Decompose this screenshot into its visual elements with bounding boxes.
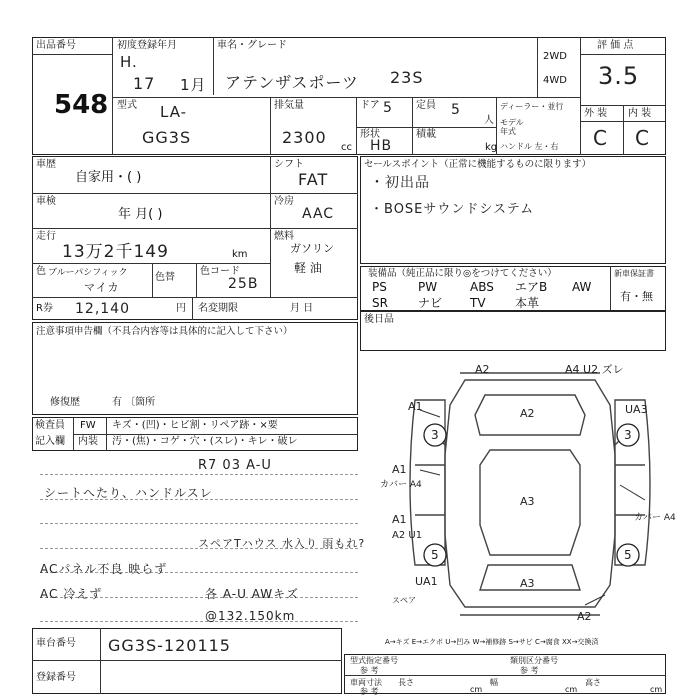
chassis-label: 車台番号 [36, 638, 76, 649]
damage-diagram [380, 355, 680, 625]
equipment-item: エアB [515, 280, 548, 294]
name-change: 月 日 [290, 303, 314, 314]
divider [112, 37, 113, 155]
handle-label: ハンドル 左・右 [500, 142, 559, 151]
height-label: 高さ [585, 678, 601, 687]
model: GG3S [142, 128, 192, 147]
wheel-code: 3 [624, 428, 632, 442]
shift-label: シフト [274, 159, 304, 170]
shape-label: 形状 [360, 129, 380, 140]
equipment-item: PW [418, 280, 438, 294]
remark-rule [40, 523, 358, 524]
dim-label: 車両寸法 [350, 678, 382, 687]
ext-label: 外 装 [584, 108, 608, 119]
remark-rule [40, 621, 358, 622]
inspection-value: 年 月( ) [118, 207, 163, 222]
damage-marks [380, 363, 676, 623]
load-label: 積載 [416, 129, 436, 140]
remark-rule [40, 474, 358, 475]
twowd-label: 2WD [543, 51, 567, 62]
damage-mark: カバー A4 [380, 480, 422, 490]
ext-grade: C [593, 126, 608, 150]
history-value: 自家用・( ) [75, 170, 142, 185]
shape: HB [370, 138, 393, 154]
grade: 23S [390, 68, 424, 87]
shift: FAT [298, 170, 329, 189]
divider [270, 156, 271, 297]
divider [412, 97, 413, 127]
divider [580, 54, 666, 55]
reg-month: 1月 [180, 76, 207, 94]
inspector-label: 検査員 [35, 420, 65, 431]
category-label: 類別区分番号 [510, 656, 558, 665]
sales-point-1: ・初出品 [370, 175, 430, 191]
equipment-item: AW [572, 280, 592, 294]
divider [32, 228, 270, 229]
color-value: ブルーパシフィック [48, 268, 128, 278]
damage-mark: A2 [577, 610, 592, 623]
color-value-2: マイカ [84, 281, 120, 294]
divider [270, 228, 358, 229]
divider [192, 297, 193, 320]
damage-mark: A2 [520, 407, 535, 420]
km-label: km [232, 249, 248, 260]
name-change-label: 名変期限 [198, 303, 238, 314]
remark-3: スペアTハウス 水入り 雨もれ? [198, 537, 366, 550]
damage-mark: A1 [408, 400, 423, 413]
divider [32, 54, 112, 55]
aircon: AAC [302, 206, 335, 222]
divider [100, 628, 101, 694]
divider [73, 434, 358, 435]
ref-label-2: 参 考 [520, 666, 539, 675]
damage-mark: A4 U2 ズレ [565, 363, 624, 376]
divider [537, 37, 538, 97]
int-label: 内 装 [628, 108, 652, 119]
wheel-code: 5 [431, 548, 439, 562]
type-spec-label: 型式指定番号 [350, 656, 398, 665]
divider [580, 121, 666, 122]
model-year-label: モデル年式 [500, 118, 524, 136]
divider [213, 37, 214, 95]
remark-6: 各 A-U AWキズ [205, 587, 299, 601]
divider [32, 263, 270, 264]
divider [32, 297, 358, 298]
damage-mark: A2 [475, 363, 490, 376]
divider [32, 660, 342, 661]
int-codes: 汚・(焦)・コゲ・穴・(スレ)・キレ・破レ [112, 436, 298, 447]
recycle-label: R券 [36, 303, 53, 314]
remark-7: @132.150km [205, 609, 296, 623]
divider [344, 675, 666, 676]
fw-label: FW [80, 420, 96, 431]
mileage: 13万2千149 [62, 242, 169, 262]
sales-point-label: セールスポイント（正常に機能するものに限ります） [364, 159, 592, 170]
divider [356, 127, 496, 128]
damage-mark: A3 [520, 577, 535, 590]
divider [112, 97, 580, 98]
kg-label: kg [485, 142, 498, 153]
divider [270, 193, 358, 194]
equipment-item: TV [470, 296, 486, 310]
rear-seat-label: 後日品 [364, 314, 394, 325]
rating: 3.5 [598, 62, 640, 90]
divider [106, 417, 107, 451]
ref-label-3: 参 考 [360, 687, 379, 696]
equipment-label: 装備品（純正品に限り◎をつけてください） [368, 268, 557, 279]
first-reg-label: 初度登録年月 [117, 40, 177, 51]
equipment-item: SR [372, 296, 388, 310]
damage-mark: A1 [392, 463, 407, 476]
color-label: 色 [36, 266, 46, 277]
cm-1: cm [470, 685, 483, 694]
era: H. [120, 53, 138, 71]
ref-label-1: 参 考 [360, 666, 379, 675]
color-change-label: 色替 [155, 272, 175, 283]
chassis: GG3S-120115 [108, 636, 231, 655]
ext-codes: キズ・(凹)・ヒビ割・リペア跡・×要 [112, 420, 278, 431]
cm-3: cm [650, 685, 663, 694]
record-label: 記入欄 [35, 436, 65, 447]
cm-2: cm [565, 685, 578, 694]
wheel-code: 3 [431, 428, 439, 442]
model-prefix: LA- [160, 103, 188, 121]
doors: 5 [383, 100, 393, 116]
divider [356, 97, 357, 155]
repair-value: 有 〔箇所 [112, 397, 156, 408]
rating-label: 評 価 点 [597, 40, 634, 51]
fuel-label: 燃料 [274, 231, 294, 242]
history-label: 車歴 [36, 159, 56, 170]
divider [610, 266, 611, 311]
divider [623, 105, 624, 155]
inspection-label: 車検 [36, 196, 56, 207]
divider [152, 263, 153, 297]
damage-mark: A2 U1 [392, 530, 423, 541]
divider [412, 127, 413, 155]
person-label: 人 [484, 115, 494, 126]
sales-point-2: ・BOSEサウンドシステム [370, 202, 535, 217]
remark-1: R7 03 A-U [198, 458, 272, 473]
remark-5: AC 冷えず [40, 587, 103, 601]
fuel-diesel: 軽 油 [294, 261, 322, 275]
capacity-label: 定員 [416, 100, 436, 111]
equipment-item: 本革 [515, 296, 540, 310]
divider [270, 97, 271, 155]
capacity: 5 [451, 102, 461, 118]
car-name: アテンザスポーツ [225, 73, 359, 92]
displacement: 2300 [282, 128, 327, 147]
length-label: 長さ [398, 678, 414, 687]
aircon-label: 冷房 [274, 196, 294, 207]
color-code-label: 色コード [200, 266, 240, 277]
divider [196, 263, 197, 297]
interior-label: 内装 [78, 436, 98, 447]
warranty-value: 有・無 [620, 290, 653, 303]
lot-no-label: 出品番号 [36, 40, 76, 51]
dealer-label: ディーラー・並行 [500, 102, 564, 111]
damage-mark: A1 [392, 513, 407, 526]
recycle: 12,140 [75, 301, 130, 317]
cc-label: cc [341, 142, 352, 153]
damage-mark: UA1 [415, 575, 438, 588]
damage-legend: A→キズ E→エクボ U→凹み W→補修跡 S→サビ C→腐食 XX→交換済 [385, 638, 599, 646]
fourwd-label: 4WD [543, 75, 567, 86]
doors-label: ドア [360, 100, 380, 111]
equipment-item: ナビ [418, 296, 443, 310]
fuel-gas: ガソリン [290, 242, 334, 255]
int-grade: C [635, 126, 650, 150]
damage-mark: カバー A4 [634, 513, 676, 523]
car-name-label: 車名・グレード [217, 40, 287, 51]
model-label: 型式 [117, 100, 137, 111]
yen-label: 円 [176, 303, 186, 314]
mileage-label: 走行 [36, 231, 56, 242]
wheel-code: 5 [624, 548, 632, 562]
equipment-item: ABS [470, 280, 494, 294]
damage-mark: UA3 [625, 403, 648, 416]
notes-label: 注意事項申告欄（不具合内容等は具体的に記入して下さい） [36, 326, 293, 337]
rear-box [360, 311, 666, 351]
reg-year: 17 [133, 74, 156, 93]
remark-4: ACパネル不良 映らず [40, 562, 168, 576]
divider [32, 193, 270, 194]
width-label: 幅 [490, 678, 498, 687]
displacement-label: 排気量 [274, 100, 304, 111]
warranty-label: 新車保証書 [614, 269, 654, 278]
repair-label: 修復歴 [50, 397, 80, 408]
equipment-item: PS [372, 280, 387, 294]
reg-label: 登録番号 [36, 672, 76, 683]
damage-mark: スペア [392, 596, 416, 605]
color-code: 25B [228, 276, 259, 292]
remark-2: シートへたり、ハンドルスレ [44, 486, 213, 500]
lot-number: 548 [54, 90, 109, 120]
damage-mark: A3 [520, 495, 535, 508]
